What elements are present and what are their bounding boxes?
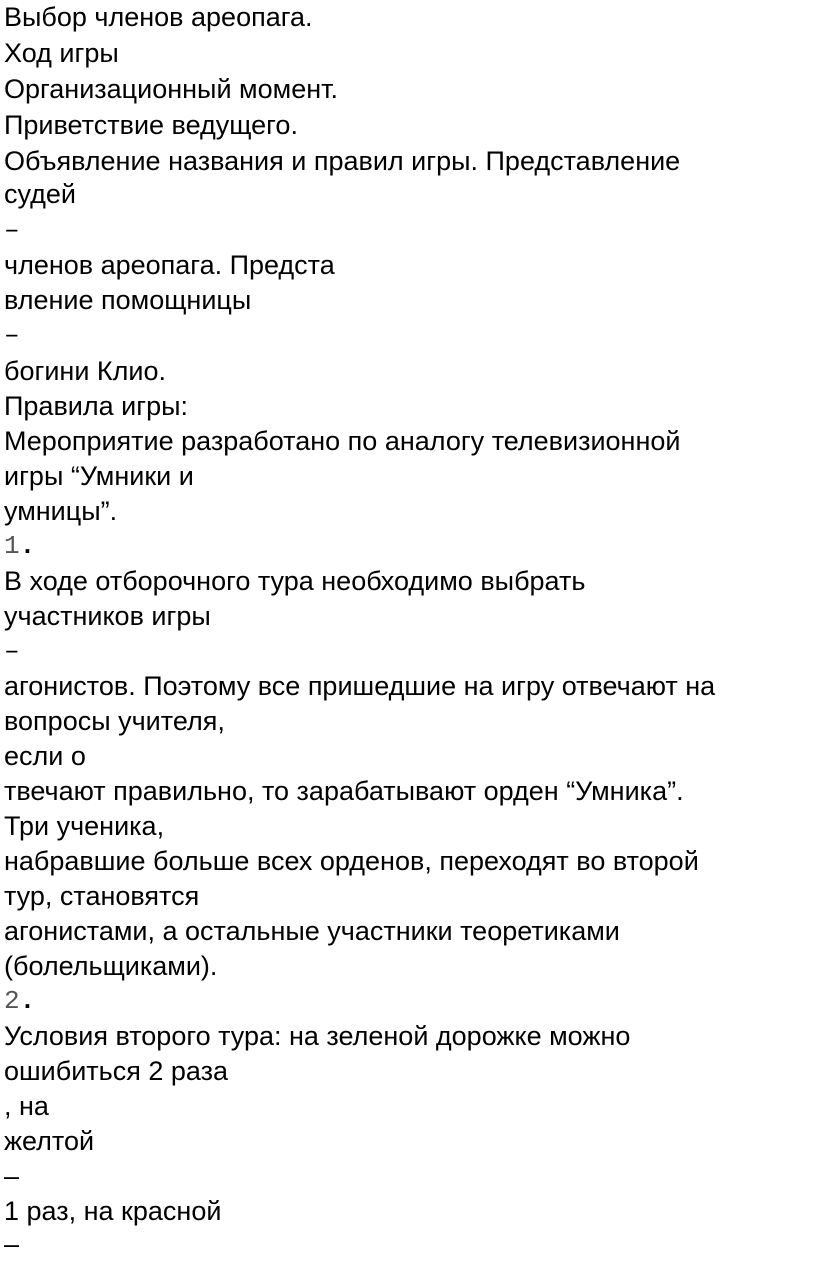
dash-line: – [4,636,20,666]
text-line: агонистами, а остальные участники теоретиками [4,916,620,946]
text-line: игры “Умники и [4,461,194,491]
list-dot: . [19,986,36,1016]
text-line: Условия второго тура: на зеленой дорожке можно [4,1021,631,1051]
text-line: умницы”. [4,496,118,526]
list-number: 1 [4,531,20,561]
text-line: Объявление названия и правил игры. Представление [4,146,681,176]
text-line: судей [4,179,76,209]
dash-line: – [4,1229,20,1259]
dash-line: – [4,320,20,350]
text-line: (болельщиками). [4,951,218,981]
text-line: желтой [4,1126,95,1156]
text-line: членов ареопага. Предста [4,250,335,280]
text-line: вопросы учителя, [4,706,225,736]
text-line: Ход игры [4,38,119,68]
text-line: Три ученика, [4,811,165,841]
text-line: В ходе отборочного тура необходимо выбрать [4,566,586,596]
text-line: набравшие больше всех орденов, переходят во второй [4,846,699,876]
text-line: участников игры [4,601,211,631]
list-number: 2 [4,986,20,1016]
text-line: вление помощницы [4,285,252,315]
text-line: твечают правильно, то зарабатывают орден “Умника”. [4,776,684,806]
text-line: 1 раз, на красной [4,1196,222,1226]
text-line: тур, становятся [4,881,200,911]
text-line: ошибиться 2 раза [4,1056,229,1086]
text-line: если о [4,741,86,771]
text-line: Правила игры: [4,391,188,421]
text-line: агонистов. Поэтому все пришедшие на игру отвечают на [4,671,716,701]
dash-line: – [4,215,20,245]
text-line: Выбор членов ареопага. [4,2,313,32]
text-line: , на [4,1091,49,1121]
dash-line: – [4,1161,20,1191]
text-line: Мероприятие разработано по аналогу телевизионной [4,426,681,456]
list-dot: . [19,531,36,561]
text-line: богини Клио. [4,356,166,386]
text-line: Приветствие ведущего. [4,110,298,140]
list-marker-1 [4,529,35,563]
text-line: Организационный момент. [4,74,338,104]
list-marker-2 [4,984,35,1018]
